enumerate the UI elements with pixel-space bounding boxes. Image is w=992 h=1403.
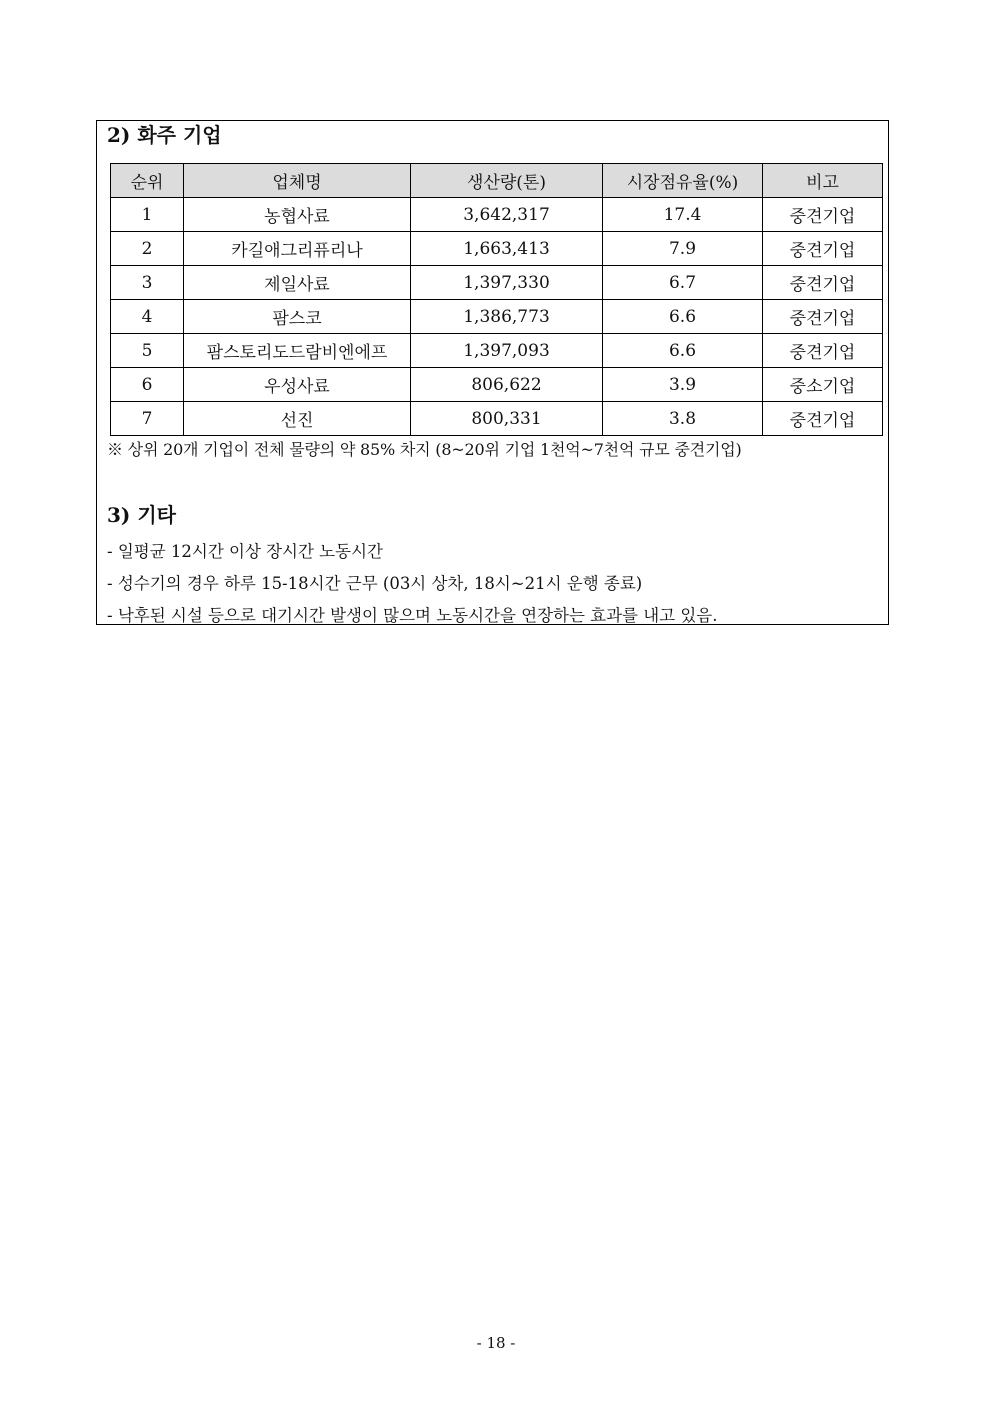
cell-remarks: 중견기업 bbox=[763, 198, 883, 232]
header-remarks: 비고 bbox=[763, 164, 883, 198]
table-row bbox=[111, 334, 883, 368]
cell-market-share: 3.9 bbox=[603, 368, 763, 402]
content-box bbox=[96, 120, 889, 625]
cell-production: 1,397,093 bbox=[411, 334, 603, 368]
table-row bbox=[111, 266, 883, 300]
cell-market-share: 6.6 bbox=[603, 334, 763, 368]
header-market-share: 시장점유율(%) bbox=[603, 164, 763, 198]
cell-remarks: 중견기업 bbox=[763, 266, 883, 300]
cell-rank: 6 bbox=[111, 368, 184, 402]
cell-rank: 7 bbox=[111, 402, 184, 436]
cell-company: 팜스코 bbox=[184, 300, 411, 334]
cell-remarks: 중견기업 bbox=[763, 334, 883, 368]
cell-production: 1,386,773 bbox=[411, 300, 603, 334]
table-row bbox=[111, 198, 883, 232]
header-rank: 순위 bbox=[111, 164, 184, 198]
section-3-title: 3) 기타 bbox=[107, 503, 176, 527]
cell-production: 1,663,413 bbox=[411, 232, 603, 266]
list-item: - 낙후된 시설 등으로 대기시간 발생이 많으며 노동시간을 연장하는 효과를 내고 있음. bbox=[107, 606, 718, 625]
table-row bbox=[111, 368, 883, 402]
section-3-list bbox=[107, 536, 717, 632]
cell-rank: 5 bbox=[111, 334, 184, 368]
table-row bbox=[111, 300, 883, 334]
cell-remarks: 중소기업 bbox=[763, 368, 883, 402]
list-item: - 일평균 12시간 이상 장시간 노동시간 bbox=[107, 542, 383, 561]
page-number: - 18 - bbox=[476, 1334, 516, 1352]
cell-production: 806,622 bbox=[411, 368, 603, 402]
list-item: - 성수기의 경우 하루 15-18시간 근무 (03시 상차, 18시~21시 운행 종료) bbox=[107, 574, 643, 593]
cell-rank: 2 bbox=[111, 232, 184, 266]
cell-remarks: 중견기업 bbox=[763, 402, 883, 436]
cell-remarks: 중견기업 bbox=[763, 232, 883, 266]
cell-company: 우성사료 bbox=[184, 368, 411, 402]
cell-company: 농협사료 bbox=[184, 198, 411, 232]
cell-rank: 1 bbox=[111, 198, 184, 232]
header-production: 생산량(톤) bbox=[411, 164, 603, 198]
table-footnote: ※ 상위 20개 기업이 전체 물량의 약 85% 차지 (8~20위 기업 1천억~7천억 규모 중견기업) bbox=[107, 440, 742, 459]
cell-market-share: 3.8 bbox=[603, 402, 763, 436]
table-row bbox=[111, 402, 883, 436]
table-header-row bbox=[111, 164, 883, 198]
cell-production: 1,397,330 bbox=[411, 266, 603, 300]
cell-company: 카길애그리퓨리나 bbox=[184, 232, 411, 266]
cell-company: 팜스토리도드람비엔에프 bbox=[184, 334, 411, 368]
section-2-title: 2) 화주 기업 bbox=[107, 123, 222, 147]
company-table bbox=[110, 163, 883, 436]
cell-market-share: 17.4 bbox=[603, 198, 763, 232]
cell-production: 800,331 bbox=[411, 402, 603, 436]
cell-company: 선진 bbox=[184, 402, 411, 436]
cell-company: 제일사료 bbox=[184, 266, 411, 300]
cell-market-share: 6.6 bbox=[603, 300, 763, 334]
cell-market-share: 7.9 bbox=[603, 232, 763, 266]
cell-rank: 3 bbox=[111, 266, 184, 300]
cell-rank: 4 bbox=[111, 300, 184, 334]
cell-market-share: 6.7 bbox=[603, 266, 763, 300]
cell-production: 3,642,317 bbox=[411, 198, 603, 232]
cell-remarks: 중견기업 bbox=[763, 300, 883, 334]
table-row bbox=[111, 232, 883, 266]
header-company: 업체명 bbox=[184, 164, 411, 198]
